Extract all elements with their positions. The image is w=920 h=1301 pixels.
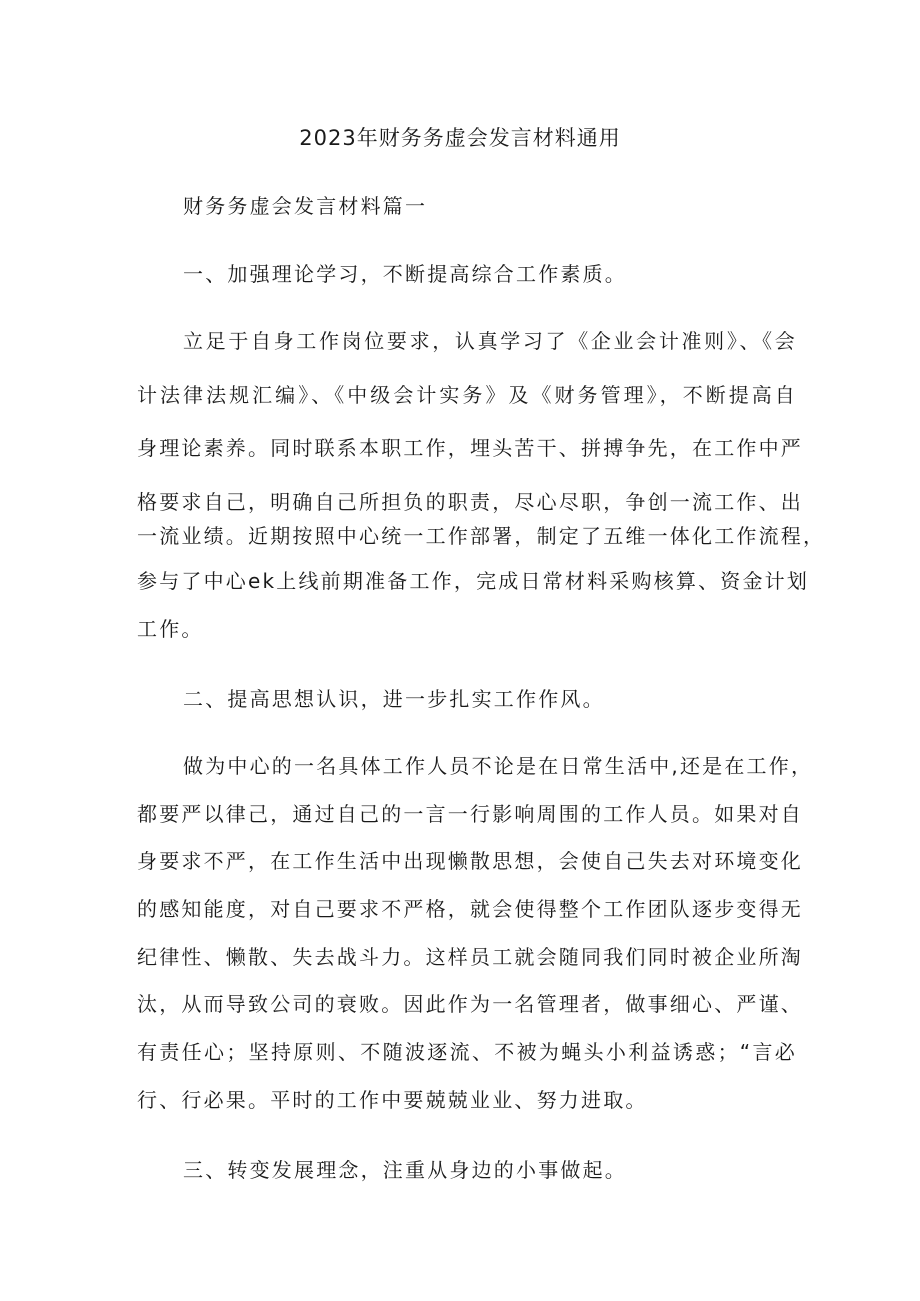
section-1-line-3: 身理论素养。同时联系本职工作，埋头苦干、拼搏争先，在工作中严 [137,436,803,460]
section-2-line-7: 有责任心；坚持原则、不随波逐流、不被为蝇头小利益诱惑；“言必 [137,1040,797,1064]
section-3-heading: 三、转变发展理念，注重从身边的小事做起。 [183,1158,627,1182]
section-2-line-6: 汰，从而导致公司的衰败。因此作为一名管理者，做事细心、严谨、 [137,992,803,1016]
document-subtitle: 财务务虚会发言材料篇一 [183,194,428,218]
section-2-heading: 二、提高思想认识，进一步扎实工作作风。 [183,687,605,711]
document-title: 2023年财务务虚会发言材料通用 [299,126,621,150]
section-1-line-1: 立足于自身工作岗位要求，认真学习了《企业会计准则》、《会 [183,329,797,353]
section-2-line-8: 行、行必果。平时的工作中要兢兢业业、努力进取。 [137,1088,648,1112]
section-1-line-6: 参与了中心ek上线前期准备工作，完成日常材料采购核算、资金计划 [137,569,810,593]
section-1-line-7: 工作。 [137,617,204,641]
section-2-line-2: 都要严以律己，通过自己的一言一行影响周围的工作人员。如果对自 [137,802,803,826]
section-1-line-4: 格要求自己，明确自己所担负的职责，尽心尽职，争创一流工作、出 [137,490,803,514]
section-1-heading: 一、加强理论学习，不断提高综合工作素质。 [183,262,627,286]
section-2-line-4: 的感知能度，对自己要求不严格，就会使得整个工作团队逐步变得无 [137,897,803,921]
section-1-line-5: 一流业绩。近期按照中心统一工作部署，制定了五维一体化工作流程， [137,524,826,548]
section-2-line-5: 纪律性、懒散、失去战斗力。这样员工就会随同我们同时被企业所淘 [137,945,803,969]
section-2-line-3: 身要求不严，在工作生活中出现懒散思想，会使自己失去对环境变化 [137,849,803,873]
section-1-line-2: 计法律法规汇编》、《中级会计实务》及《财务管理》，不断提高自 [137,383,797,407]
section-2-line-1: 做为中心的一名具体工作人员不论是在日常生活中,还是在工作， [183,754,814,778]
